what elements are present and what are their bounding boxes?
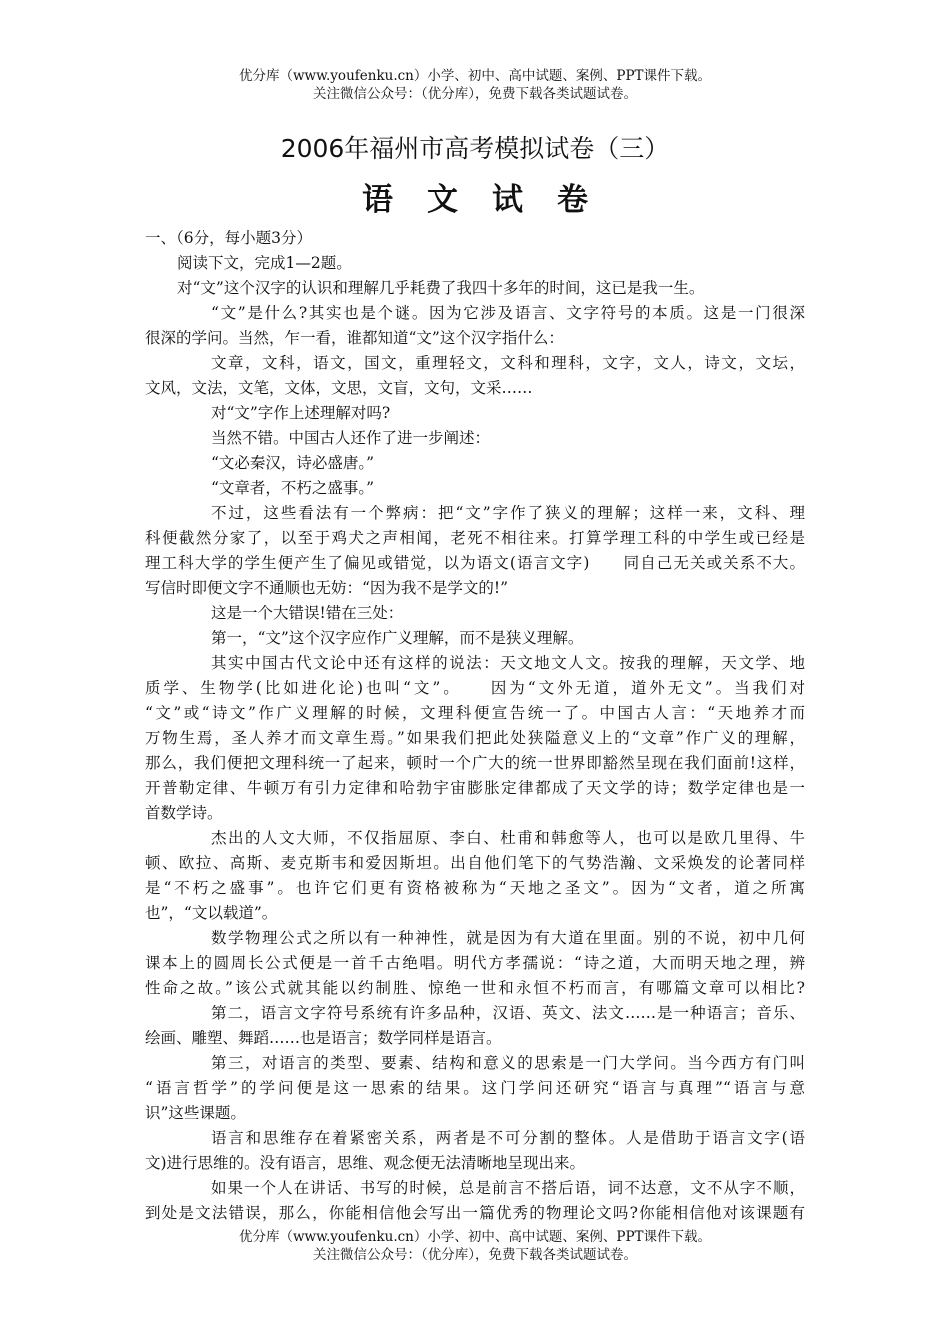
text-line: “文必秦汉，诗必盛唐。”: [211, 454, 375, 472]
article-body: [145, 226, 805, 1226]
text-line: 写信时即便文字不通顺也无妨：“因为我不是学文的!”: [145, 579, 509, 597]
text-line: 如果一个人在讲话、书写的时候，总是前言不搭后语，词不达意，文不从字不顺，: [211, 1179, 805, 1197]
text-line: 识”这些课题。: [145, 1104, 246, 1122]
text-line: 开普勒定律、牛顿万有引力定律和哈勃宇宙膨胀定律都成了天文学的诗；数学定律也是一: [145, 779, 805, 797]
text-line: 是“不朽之盛事”。也许它们更有资格被称为“天地之圣文”。因为“文者，道之所寓: [145, 879, 805, 897]
text-line: 阅读下文，完成1—2题。: [177, 254, 352, 272]
text-line: 万物生焉，圣人养才而文章生焉。”如果我们把此处狭隘意义上的“文章”作广义的理解，: [145, 729, 805, 747]
text-line: 第三，对语言的类型、要素、结构和意义的思索是一门大学问。当今西方有门叫: [211, 1054, 805, 1072]
text-line: 文风，文法，文笔，文体，文思，文盲，文句，文采……: [145, 379, 533, 397]
text-line: 第二，语言文字符号系统有许多品种，汉语、英文、法文……是一种语言；音乐、: [211, 1004, 805, 1022]
text-line: 语言和思维存在着紧密关系，两者是不可分割的整体。人是借助于语言文字(语: [211, 1129, 805, 1147]
text-line: 不过，这些看法有一个弊病：把“文”字作了狭义的理解；这样一来，文科、理: [211, 504, 805, 522]
text-line: 一、（6分，每小题3分）: [145, 229, 312, 247]
text-line: 对“文”字作上述理解对吗?: [211, 404, 391, 422]
text-line: 科便截然分家了，以至于鸡犬之声相闻，老死不相往来。打算学理工科的中学生或已经是: [145, 529, 805, 547]
text-line: 文)进行思维的。没有语言，思维、观念便无法清晰地呈现出来。: [145, 1154, 586, 1172]
text-line: “语言哲学”的学问便是这一思索的结果。这门学问还研究“语言与真理”“语言与意: [145, 1079, 805, 1097]
text-line: 性命之故。”该公式就其能以约制胜、惊绝一世和永恒不朽而言，有哪篇文章可以相比?: [145, 979, 805, 997]
text-line: 第一，“文”这个汉字应作广义理解，而不是狭义理解。: [211, 629, 584, 647]
exam-title: 2006年福州市高考模拟试卷（三）: [280, 134, 670, 163]
text-line: 当然不错。中国古人还作了进一步阐述：: [211, 429, 491, 447]
footer-line-1: 优分库（www.youfenku.cn）小学、初中、高中试题、案例、PPT课件下载。: [238, 1229, 712, 1245]
text-line: 杰出的人文大师，不仅指屈原、李白、杜甫和韩愈等人，也可以是欧几里得、牛: [211, 829, 805, 847]
text-line: 其实中国古代文论中还有这样的说法：天文地文人文。按我的理解，天文学、地: [211, 654, 805, 672]
text-line: “文”或“诗文”作广义理解的时候，文理科便宣告统一了。中国古人言：“天地养才而: [145, 704, 805, 722]
text-line: 质学、生物学(比如进化论)也叫“文”。 因为“文外无道，道外无文”。当我们对: [145, 679, 805, 697]
text-line: 绘画、雕塑、舞蹈……也是语言；数学同样是语言。: [145, 1029, 502, 1047]
subject-title: 语文试卷: [362, 182, 622, 218]
text-line: 对“文”这个汉字的认识和理解几乎耗费了我四十多年的时间，这已是我一生。: [177, 279, 705, 297]
text-line: “文”是什么?其实也是个谜。因为它涉及语言、文字符号的本质。这是一门很深: [211, 304, 805, 322]
text-line: 很深的学问。当然，乍一看，谁都知道“文”这个汉字指什么：: [145, 329, 564, 347]
text-line: 文章，文科，语文，国文，重理轻文，文科和理科，文字，文人，诗文，文坛，: [211, 354, 805, 372]
text-line: 也”，“文以载道”。: [145, 904, 278, 922]
footer-line-2: 关注微信公众号：（优分库），免费下载各类试题试卷。: [313, 1247, 637, 1263]
text-line: 首数学诗。: [145, 804, 223, 822]
text-line: 顿、欧拉、高斯、麦克斯韦和爱因斯坦。出自他们笔下的气势浩瀚、文采焕发的论著同样: [145, 854, 805, 872]
text-line: 数学物理公式之所以有一种神性，就是因为有大道在里面。别的不说，初中几何: [211, 929, 805, 947]
text-line: 这是一个大错误!错在三处：: [211, 604, 404, 622]
header-line-2: 关注微信公众号：（优分库），免费下载各类试题试卷。: [313, 86, 637, 102]
text-line: 课本上的圆周长公式便是一首千古绝唱。明代方孝孺说：“诗之道，大而明天地之理，辨: [145, 954, 805, 972]
text-line: 理工科大学的学生便产生了偏见或错觉，以为语文(语言文字) 同自己无关或关系不大。: [145, 554, 805, 572]
text-line: “文章者，不朽之盛事。”: [211, 479, 375, 497]
header-line-1: 优分库（www.youfenku.cn）小学、初中、高中试题、案例、PPT课件下载。: [238, 68, 712, 84]
text-line: 那么，我们便把文理科统一了起来，顿时一个广大的统一世界即豁然呈现在我们面前!这样，: [145, 754, 805, 772]
text-line: 到处是文法错误，那么，你能相信他会写出一篇优秀的物理论文吗?你能相信他对该课题有: [145, 1204, 805, 1222]
